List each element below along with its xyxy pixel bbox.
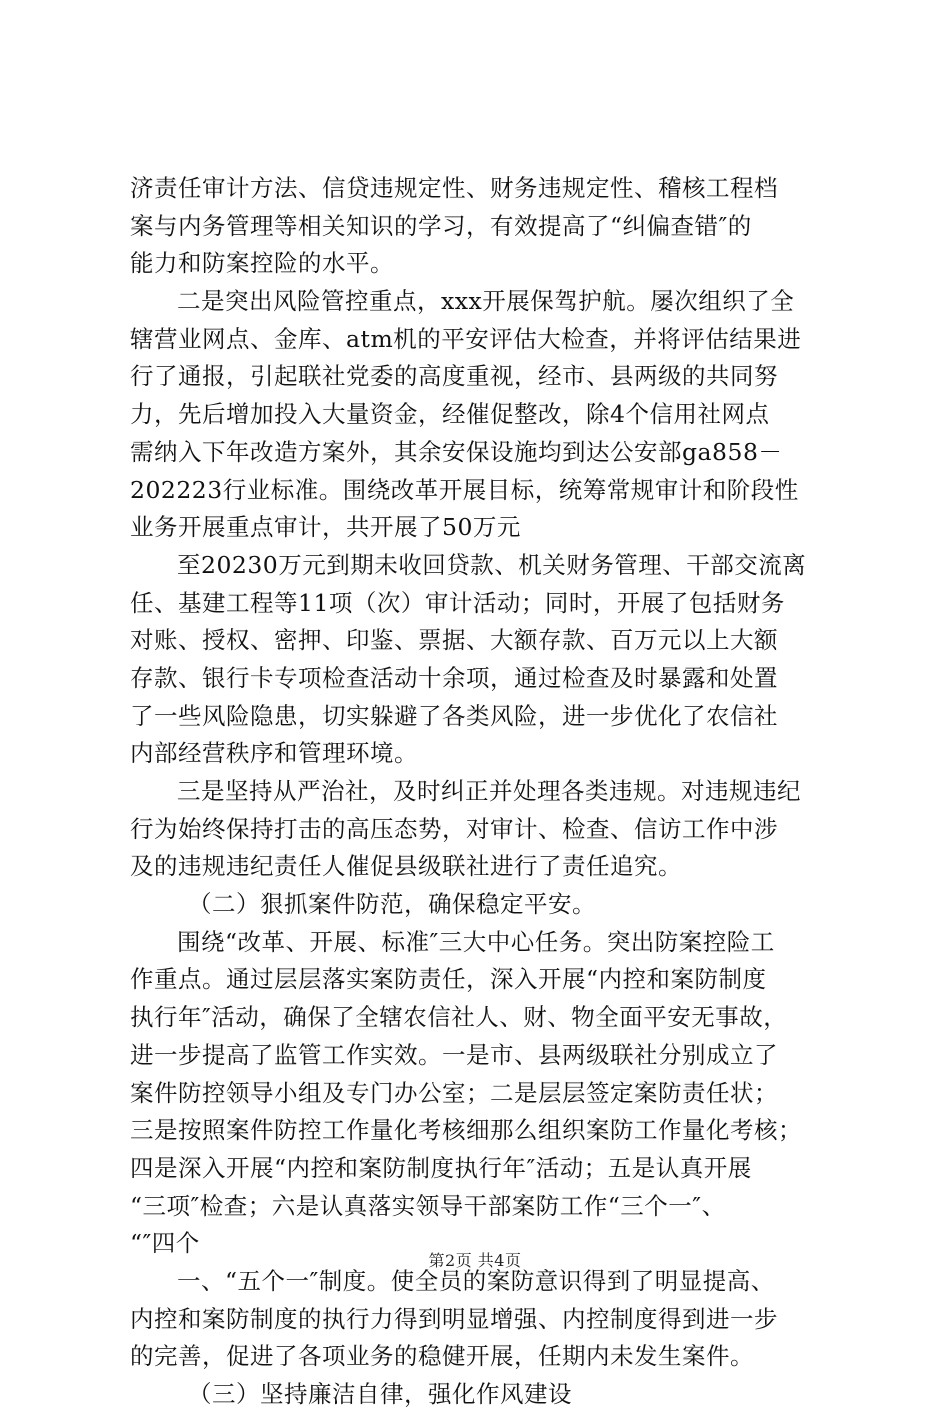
- text-line: 作重点。通过层层落实案防责任，深入开展“内控和案防制度: [130, 965, 767, 994]
- text-line: 202223行业标准。围绕改革开展目标，统筹常规审计和阶段性: [130, 475, 799, 504]
- text-line: “″四个: [130, 1229, 200, 1258]
- text-line: 内控和案防制度的执行力得到明显增强、内控制度得到进一步: [130, 1304, 778, 1333]
- text-line: 三是按照案件防控工作量化考核细那么组织案防工作量化考核；: [130, 1116, 802, 1145]
- paragraph-start: 围绕“改革、开展、标准″三大中心任务。突出防案控险工: [177, 927, 775, 956]
- text-line: 案与内务管理等相关知识的学习，有效提高了“纠偏查错″的: [130, 211, 752, 240]
- paragraph-start: 一、“五个一″制度。使全员的案防意识得到了明显提高、: [177, 1266, 775, 1295]
- paragraph-start: 三是坚持从严治社，及时纠正并处理各类违规。对违规违纪: [177, 777, 801, 805]
- text-line: 行为始终保持打击的高压态势，对审计、检查、信访工作中涉: [130, 814, 778, 843]
- body-text: [130, 170, 830, 1414]
- page-number: 第2页 共4页: [428, 1251, 522, 1270]
- paragraph-start: 二是突出风险管控重点，xxx开展保驾护航。屡次组织了全: [177, 287, 795, 316]
- text-line: 的完善，促进了各项业务的稳健开展，任期内未发生案件。: [130, 1342, 754, 1371]
- text-line: 执行年″活动，确保了全辖农信社人、财、物全面平安无事故，: [130, 1003, 788, 1032]
- text-line: 案件防控领导小组及专门办公室；二是层层签定案防责任状；: [130, 1078, 778, 1107]
- text-line: 进一步提高了监管工作实效。一是市、县两级联社分别成立了: [130, 1040, 778, 1069]
- text-line: 及的违规违纪责任人催促县级联社进行了责任追究。: [130, 852, 682, 881]
- text-line: “三项″检查；六是认真落实领导干部案防工作“三个一″、: [130, 1191, 726, 1220]
- text-line: 业务开展重点审计，共开展了50万元: [130, 513, 521, 542]
- text-line: 行了通报，引起联社党委的高度重视，经市、县两级的共同努: [130, 362, 778, 391]
- text-line: 内部经营秩序和管理环境。: [130, 739, 418, 768]
- text-line: 任、基建工程等11项（次）审计活动；同时，开展了包括财务: [130, 588, 785, 617]
- section-heading: （二）狠抓案件防范，确保稳定平安。: [188, 890, 596, 919]
- text-line: 济责任审计方法、信贷违规定性、财务违规定性、稽核工程档: [130, 174, 778, 202]
- text-line: 需纳入下年改造方案外，其余安保设施均到达公安部ga858－: [130, 437, 783, 466]
- paragraph-start: 至20230万元到期未收回贷款、机关财务管理、干部交流离: [177, 550, 807, 579]
- text-line: 四是深入开展“内控和案防制度执行年″活动；五是认真开展: [130, 1153, 752, 1182]
- text-line: 辖营业网点、金库、atm机的平安评估大检查，并将评估结果进: [130, 324, 802, 353]
- section-heading: （三）坚持廉洁自律，强化作风建设: [188, 1380, 572, 1408]
- text-line: 存款、银行卡专项检查活动十余项，通过检查及时暴露和处置: [130, 663, 778, 692]
- text-line: 力，先后增加投入大量资金，经催促整改，除4个信用社网点: [130, 400, 770, 429]
- text-line: 能力和防案控险的水平。: [130, 249, 394, 278]
- text-line: 了一些风险隐患，切实躲避了各类风险，进一步优化了农信社: [130, 701, 778, 730]
- text-line: 对账、授权、密押、印鉴、票据、大额存款、百万元以上大额: [130, 626, 778, 655]
